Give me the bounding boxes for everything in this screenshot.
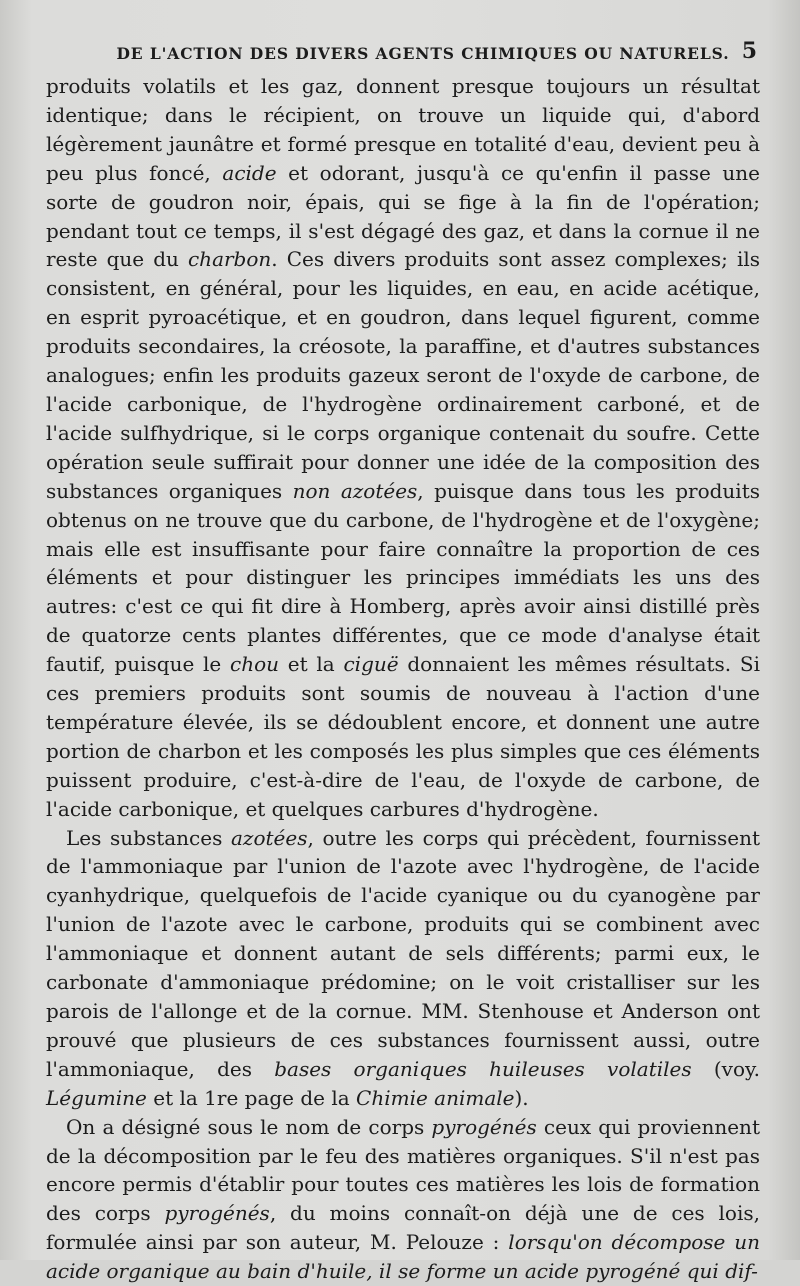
text-run: , outre les corps qui précèdent, fournissent de l'ammoniaque par l'union de l'azote avec l'hydrogène, de l'acide cyanhydrique, quelquefois de l'acide cyanique ou du cyanogène par l'union de l'azote avec le carbone, produits qui se combinent avec l'ammoniaque et donnent autant de sels différents; parmi eux, le carbonate d'ammoniaque prédomine; on le voit cristalliser sur les parois de l'allonge et de la cornue. MM. Stenhouse et Anderson ont prouvé que plusieurs de ces substances fournissent aussi, outre l'ammoniaque, des	[46, 825, 760, 1081]
italic-text: acide	[222, 160, 277, 185]
text-run: ceux qui proviennent de la décomposition par le feu des matières organiques. S'il n'est pas encore permis d'établir pour toutes ces matières les lois de formation des corps	[46, 1114, 760, 1226]
running-title: DE L'ACTION DES DIVERS AGENTS CHIMIQUES OU NATURELS.	[116, 44, 730, 63]
paragraph-1	[46, 72, 760, 824]
paragraph-2	[46, 824, 760, 1113]
italic-text: chou	[230, 652, 280, 677]
text-run: (voy.	[691, 1056, 761, 1081]
text-run: , puisque dans tous les produits obtenus on ne trouve que du carbone, de l'hydrogène et de l'oxygène; mais elle est insuffisante pour faire connaître la proportion de ces éléments et pour distinguer les principes immédiats les uns des autres: c'est ce qui fit dire à Homberg, après avoir ainsi distillé près de quatorze cents plantes différentes, que ce mode d'analyse était fautif, puisque le	[46, 478, 760, 677]
text-run: ).	[514, 1085, 529, 1110]
text-run: , du moins connaît-on déjà une de ces lois, formulée ainsi par son auteur, M. Pelouze :	[46, 1201, 760, 1255]
italic-text: lorsqu'on décompose un acide organique au bain d'huile, il se forme un acide pyrogéné qui dif-	[46, 1230, 760, 1284]
text-run: et la	[279, 652, 344, 677]
italic-text: ciguë	[343, 652, 399, 677]
running-header	[46, 38, 760, 72]
text-run: et odorant, jusqu'à ce qu'enfin il passe une sorte de goudron noir, épais, qui se fige à la fin de l'opération; pendant tout ce temps, il s'est dégagé des gaz, et dans la cornue il ne reste que du	[46, 160, 761, 272]
italic-text: azotées	[231, 825, 308, 850]
italic-text: Légumine	[46, 1085, 147, 1110]
italic-text: non azotées	[292, 478, 418, 503]
italic-text: pyrogénés	[164, 1201, 270, 1226]
italic-text: pyrogénés	[431, 1114, 537, 1139]
page-number: 5	[741, 38, 758, 64]
italic-text: Chimie animale	[356, 1085, 515, 1110]
italic-text: charbon	[187, 247, 272, 272]
italic-text: bases organiques huileuses volatiles	[274, 1056, 692, 1081]
text-run: Les substances	[66, 825, 231, 850]
text-run: On a désigné sous le nom de corps	[66, 1114, 432, 1139]
body-text	[46, 72, 760, 1286]
text-run: donnaient les mêmes résultats. Si ces premiers produits sont soumis de nouveau à l'action d'une température élevée, ils se dédoublent encore, et donnent une autre portion de charbon et les composés les plus simples que ces éléments puissent produire, c'est-à-dire de l'eau, de l'oxyde de carbone, de l'acide carbonique, et quelques carbures d'hydrogène.	[46, 652, 761, 821]
text-run: produits volatils et les gaz, donnent presque toujours un résultat identique; dans le récipient, on trouve un liquide qui, d'abord légèrement jaunâtre et formé presque en totalité d'eau, devient peu à peu plus foncé,	[46, 74, 760, 185]
text-run: . Ces divers produits sont assez complexes; ils consistent, en général, pour les liquides, en eau, en acide acétique, en esprit pyroacétique, et en goudron, dans lequel figurent, comme produits secondaires, la créosote, la paraffine, et d'autres substances analogues; enfin les produits gazeux seront de l'oxyde de carbone, de l'acide carbonique, de l'hydrogène ordinairement carboné, et de l'acide sulfhydrique, si le corps organique contenait du soufre. Cette opération seule suffirait pour donner une idée de la composition des substances organiques	[46, 247, 761, 503]
text-run: et la 1re page de la	[146, 1085, 357, 1110]
